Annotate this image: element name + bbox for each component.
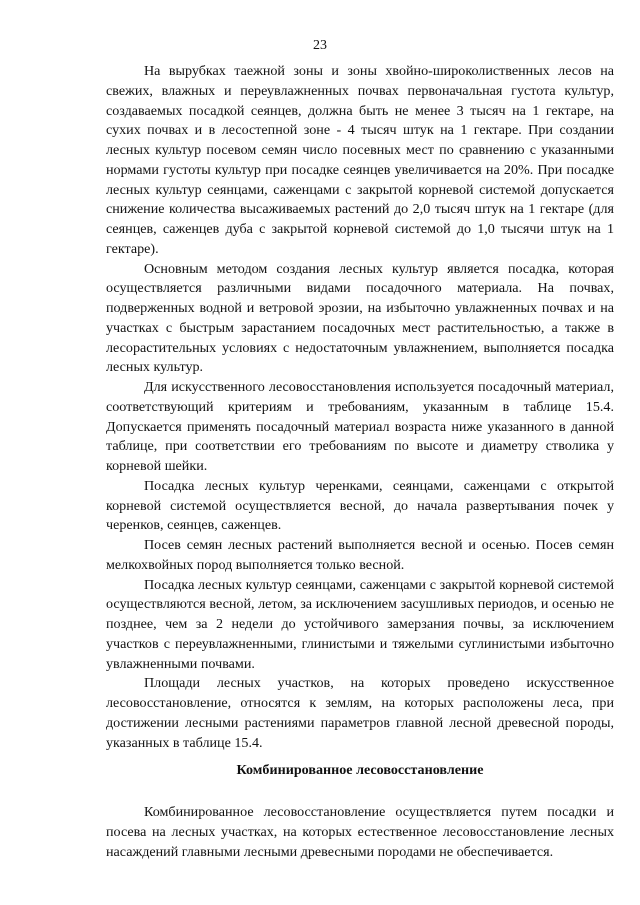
paragraph: Для искусственного лесовосстановления используется посадочный материал, соответствующий критериям и требованиям, указанным в таблице 15.4. Допускается применять посадочный материал возраста ниже указанного в данной таблице, при соответствии его требованиям по высоте и диаметру стволика у корневой шейки. bbox=[106, 379, 614, 474]
document-body bbox=[106, 62, 614, 862]
section-heading: Комбинированное лесовосстановление bbox=[236, 762, 484, 779]
section-paragraph: Комбинированное лесовосстановление осуществляется путем посадки и посева на лесных участках, на которых естественное лесовосстановление лесных насаждений главными лесными древесными породами не обеспечивается. bbox=[106, 804, 614, 860]
page-number: 23 bbox=[313, 38, 327, 53]
paragraph: Площади лесных участков, на которых проведено искусственное лесовосстановление, относятся к землям, на которых расположены леса, при достижении лесными растениями параметров главной лесной древесной породы, указанных в таблице 15.4. bbox=[106, 675, 614, 751]
paragraph: Посадка лесных культур черенками, сеянцами, саженцами с открытой корневой системой осуществляется весной, до начала развертывания почек у черенков, сеянцев, саженцев. bbox=[106, 477, 614, 534]
paragraph: Посадка лесных культур сеянцами, саженцами с закрытой корневой системой осуществляются весной, летом, за исключением засушливых периодов, и осенью не позднее, чем за 2 недели до устойчивого замерзания почвы, за исключением участков с переувлажненными, глинистыми и тяжелыми суглинистыми избыточно увлажненными почвами. bbox=[106, 576, 614, 672]
paragraph: Основным методом создания лесных культур является посадка, которая осуществляется различными видами посадочного материала. На почвах, подверженных водной и ветровой эрозии, на избыточно увлажненных почвах и на участках с быстрым зарастанием посадочных мест растительностью, а также в лесорастительных условиях с недостаточным увлажнением, выполняется посадка лесных культур. bbox=[106, 260, 614, 376]
paragraph: На вырубках таежной зоны и зоны хвойно-широколиственных лесов на свежих, влажных и переувлажненных почвах первоначальная густота культур, создаваемых посадкой сеянцев, должна быть не менее 3 тысяч на 1 гектаре, на сухих почвах и в лесостепной зоне - 4 тысяч штук на 1 гектаре. При создании лесных культур посевом семян число посевных мест по сравнению с указанными нормами густоты культур при посадке сеянцев увеличивается на 20%. При посадке лесных культур сеянцами, саженцами с закрытой корневой системой допускается снижение количества высаживаемых растений до 2,0 тысяч штук на 1 гектаре (для сеянцев, саженцев дуба с закрытой корневой системой до 1,0 тысячи штук на 1 гектаре). bbox=[106, 63, 614, 257]
paragraph: Посев семян лесных растений выполняется весной и осенью. Посев семян мелкохвойных пород выполняется только весной. bbox=[106, 537, 614, 573]
